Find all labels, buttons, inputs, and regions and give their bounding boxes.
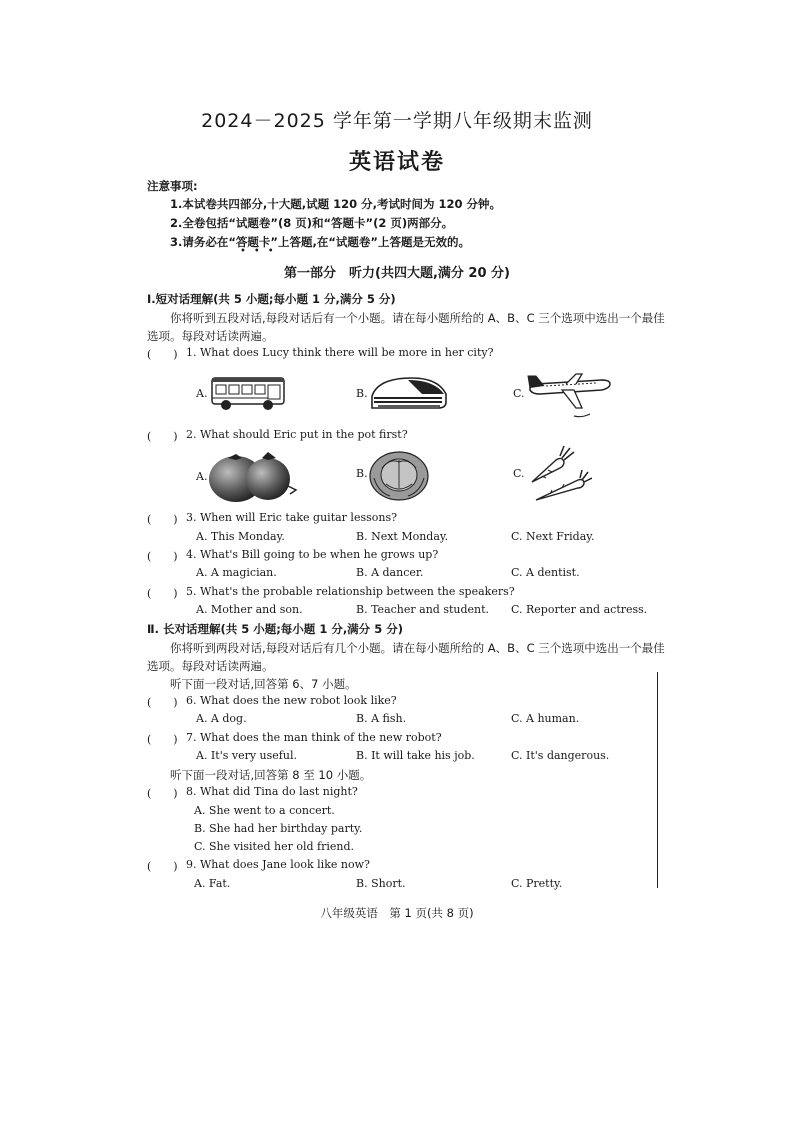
cabbage-icon — [368, 448, 430, 506]
notice-item-1: 1.本试卷共四部分,十大题,试题 120 分,考试时间为 120 分钟。 — [170, 197, 501, 211]
answer-paren[interactable]: ( ) — [147, 696, 178, 709]
question-6-text: 6. What does the new robot look like? — [186, 694, 397, 707]
answer-paren[interactable]: ( ) — [147, 550, 178, 563]
option-a: A. It's very useful. — [196, 749, 297, 762]
question-9-text: 9. What does Jane look like now? — [186, 858, 370, 871]
option-b: B. Short. — [356, 877, 406, 890]
option-c: C. Pretty. — [511, 877, 563, 890]
answer-paren[interactable]: ( ) — [147, 587, 178, 600]
question-8-text: 8. What did Tina do last night? — [186, 785, 358, 798]
notice-heading: 注意事项: — [147, 179, 198, 193]
option-a: A. A magician. — [196, 566, 277, 579]
answer-paren[interactable]: ( ) — [147, 430, 178, 443]
exam-subtitle: 英语试卷 — [348, 150, 445, 175]
option-a: A. Fat. — [194, 877, 231, 890]
carrot-icon — [526, 442, 592, 508]
answer-paren[interactable]: ( ) — [147, 860, 178, 873]
answer-paren[interactable]: ( ) — [147, 348, 178, 361]
option-label: A. — [196, 470, 208, 483]
emphasis-dots: ••• — [240, 246, 282, 257]
dialogue2-lead: 听下面一段对话,回答第 8 至 10 小题。 — [170, 768, 372, 782]
option-c: C. She visited her old friend. — [194, 840, 355, 853]
question-2-text: 2. What should Eric put in the pot first? — [186, 428, 408, 441]
question-5-text: 5. What's the probable relationship between the speakers? — [186, 585, 515, 598]
notice-item-2: 2.全卷包括“试题卷”(8 页)和“答题卡”(2 页)两部分。 — [170, 216, 454, 230]
section2-heading: Ⅱ. 长对话理解(共 5 小题;每小题 1 分,满分 5 分) — [147, 622, 403, 636]
section1-instructions-line2: 选项。每段对话读两遍。 — [147, 329, 274, 343]
option-b: B. Next Monday. — [356, 530, 449, 543]
option-a: A. Mother and son. — [196, 603, 303, 616]
section2-instructions-line2: 选项。每段对话读两遍。 — [147, 659, 274, 673]
question-7-text: 7. What does the man think of the new robot? — [186, 731, 442, 744]
page-footer: 八年级英语 第 1 页(共 8 页) — [320, 906, 474, 920]
margin-line — [657, 672, 658, 888]
option-label: B. — [356, 467, 368, 480]
option-label: A. — [196, 387, 208, 400]
question-1-text: 1. What does Lucy think there will be more in her city? — [186, 346, 494, 359]
option-b: B. It will take his job. — [356, 749, 475, 762]
airplane-icon — [526, 368, 612, 424]
option-c: C. Next Friday. — [511, 530, 595, 543]
option-c: C. A dentist. — [511, 566, 580, 579]
option-a: A. A dog. — [196, 712, 247, 725]
answer-paren[interactable]: ( ) — [147, 733, 178, 746]
question-4-text: 4. What's Bill going to be when he grows up? — [186, 548, 439, 561]
option-label: C. — [513, 387, 525, 400]
option-c: C. A human. — [511, 712, 580, 725]
exam-title: 2024－2025 学年第一学期八年级期末监测 — [201, 110, 593, 132]
option-b: B. A dancer. — [356, 566, 424, 579]
option-label: B. — [356, 387, 368, 400]
option-a: A. She went to a concert. — [194, 804, 335, 817]
answer-paren[interactable]: ( ) — [147, 787, 178, 800]
tomato-icon — [208, 446, 298, 508]
dialogue1-lead: 听下面一段对话,回答第 6、7 小题。 — [170, 677, 357, 691]
option-label: C. — [513, 467, 525, 480]
option-c: C. Reporter and actress. — [511, 603, 648, 616]
part1-title: 第一部分 听力(共四大题,满分 20 分) — [284, 266, 510, 281]
bus-icon — [210, 374, 288, 416]
option-b: B. Teacher and student. — [356, 603, 490, 616]
train-icon — [368, 372, 448, 418]
option-b: B. A fish. — [356, 712, 407, 725]
section1-instructions-line1: 你将听到五段对话,每段对话后有一个小题。请在每小题所给的 A、B、C 三个选项中选出一个最佳 — [170, 311, 665, 325]
option-c: C. It's dangerous. — [511, 749, 610, 762]
notice-item-3: 3.请务必在“答题卡”上答题,在“试题卷”上答题是无效的。 — [170, 235, 470, 249]
answer-paren[interactable]: ( ) — [147, 513, 178, 526]
section1-heading: Ⅰ.短对话理解(共 5 小题;每小题 1 分,满分 5 分) — [147, 292, 396, 306]
section2-instructions-line1: 你将听到两段对话,每段对话后有几个小题。请在每小题所给的 A、B、C 三个选项中选出一个最佳 — [170, 641, 665, 655]
option-b: B. She had her birthday party. — [194, 822, 363, 835]
question-3-text: 3. When will Eric take guitar lessons? — [186, 511, 397, 524]
option-a: A. This Monday. — [196, 530, 285, 543]
